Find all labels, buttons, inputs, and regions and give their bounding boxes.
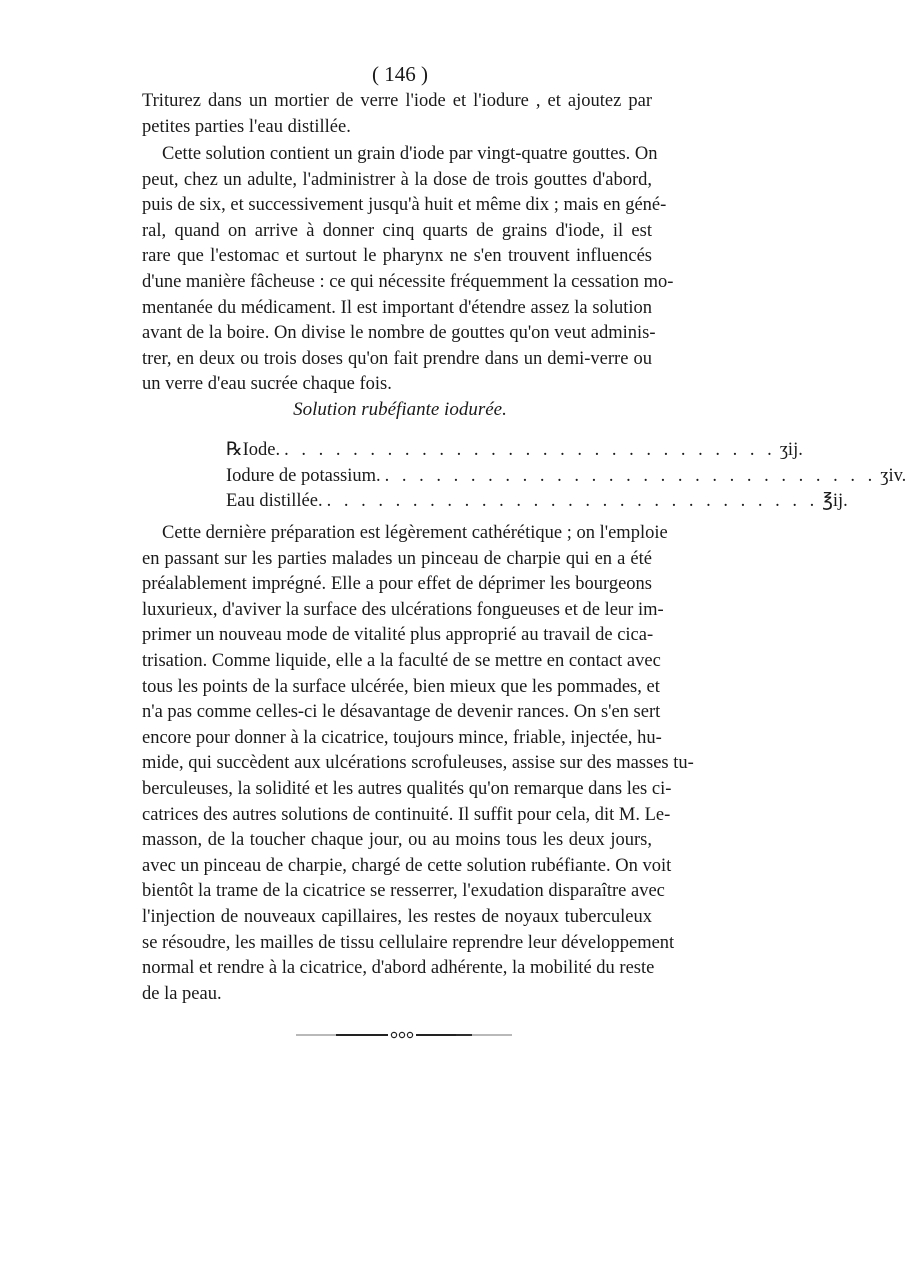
text-line: avant de la boire. On divise le nombre de gouttes qu'on veut adminis-	[142, 323, 656, 344]
paragraph-2	[142, 142, 674, 398]
text-line: se résoudre, les mailles de tissu cellulaire reprendre leur développement	[142, 932, 675, 953]
text-line: puis de six, et successivement jusqu'à huit et même dix ; mais en géné-	[142, 195, 667, 216]
text-line: Triturez dans un mortier de verre l'iode et l'iodure , et ajoutez par	[142, 91, 652, 111]
text-line: en passant sur les parties malades un pinceau de charpie qui en a été	[142, 548, 652, 569]
section-heading: Solution rubéfiante iodurée.	[293, 399, 507, 420]
text-line: n'a pas comme celles-ci le désavantage de devenir rances. On s'en sert	[142, 702, 661, 723]
ingredient-name: Iode.	[242, 440, 281, 460]
leader-dots: . . . . . . . . . . . . . . . . . . . . . . . . . . . . .	[326, 491, 819, 512]
text-line: mentanée du médicament. Il est important d'étendre assez la solution	[142, 297, 652, 318]
recipe-symbol: ℞	[226, 440, 243, 460]
text-line: mide, qui succèdent aux ulcérations scrofuleuses, assise sur des masses tu-	[142, 753, 694, 774]
text-line: rare que l'estomac et surtout le pharynx ne s'en trouvent influencés	[142, 246, 652, 267]
prescription-item	[226, 464, 906, 490]
end-ornament	[296, 1031, 512, 1039]
leader-dots: . . . . . . . . . . . . . . . . . . . . . . . . . . . . .	[384, 465, 877, 486]
ingredient-quantity: ʒiv.	[880, 465, 906, 486]
text-line: ral, quand on arrive à donner cinq quarts de grains d'iode, il est	[142, 220, 652, 241]
ingredient-name: Eau distillée.	[226, 491, 323, 512]
text-line: Cette dernière préparation est légèrement cathérétique ; on l'emploie	[162, 523, 668, 543]
text-line: un verre d'eau sucrée chaque fois.	[142, 374, 392, 395]
text-line: petites parties l'eau distillée.	[142, 116, 351, 137]
text-line: trisation. Comme liquide, elle a la faculté de se mettre en contact avec	[142, 650, 661, 671]
text-line: avec un pinceau de charpie, chargé de cette solution rubéfiante. On voit	[142, 855, 672, 876]
prescription-list	[226, 438, 906, 515]
text-line: l'injection de nouveaux capillaires, les restes de noyaux tuberculeux	[142, 906, 652, 927]
text-line: d'une manière fâcheuse : ce qui nécessite fréquemment la cessation mo-	[142, 271, 674, 292]
text-line: berculeuses, la solidité et les autres qualités qu'on remarque dans les ci-	[142, 778, 672, 799]
text-line: catrices des autres solutions de continuité. Il suffit pour cela, dit M. Le-	[142, 804, 671, 825]
text-line: préalablement imprégné. Elle a pour effet de déprimer les bourgeons	[142, 574, 652, 595]
text-line: Cette solution contient un grain d'iode par vingt-quatre gouttes. On	[162, 144, 658, 164]
text-line: trer, en deux ou trois doses qu'on fait prendre dans un demi-verre ou	[142, 348, 652, 369]
text-line: primer un nouveau mode de vitalité plus approprié au travail de cica-	[142, 625, 654, 646]
ingredient-name: Iodure de potassium.	[226, 465, 381, 486]
text-line: encore pour donner à la cicatrice, toujours mince, friable, injectée, hu-	[142, 727, 662, 748]
page-number: ( 146 )	[372, 62, 428, 86]
text-line: peut, chez un adulte, l'administrer à la dose de trois gouttes d'abord,	[142, 169, 652, 190]
paragraph-3	[142, 521, 694, 1007]
text-line: masson, de la toucher chaque jour, ou au moins tous les deux jours,	[142, 830, 652, 851]
text-line: tous les points de la surface ulcérée, bien mieux que les pommades, et	[142, 676, 660, 697]
leader-dots: . . . . . . . . . . . . . . . . . . . . . . . . . . . . .	[284, 440, 776, 460]
text-line: bientôt la trame de la cicatrice se resserrer, l'exudation disparaître avec	[142, 881, 665, 902]
ingredient-quantity: ℥ij.	[822, 491, 848, 512]
paragraph-1	[142, 89, 652, 140]
prescription-item	[226, 489, 848, 515]
ingredient-quantity: ʒij.	[779, 440, 803, 460]
text-line: luxurieux, d'aviver la surface des ulcérations fongueuses et de leur im-	[142, 599, 664, 620]
text-line: normal et rendre à la cicatrice, d'abord adhérente, la mobilité du reste	[142, 958, 655, 979]
prescription-item	[226, 438, 803, 464]
text-line: de la peau.	[142, 983, 222, 1004]
